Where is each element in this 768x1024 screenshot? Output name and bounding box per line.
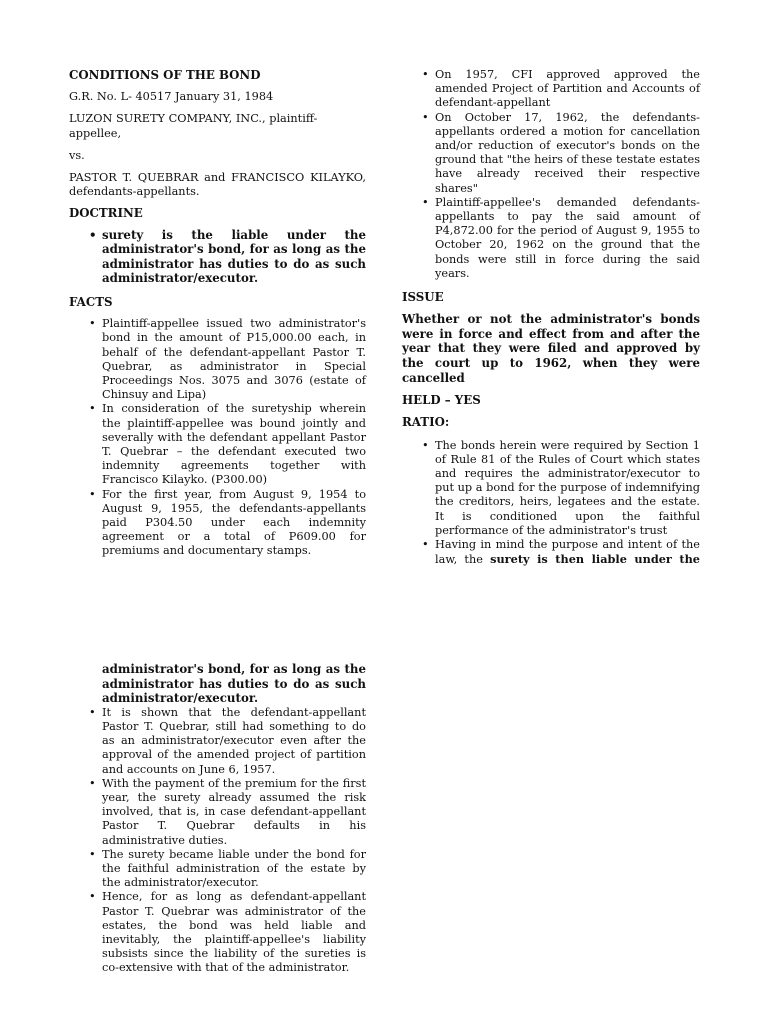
ratio-list	[420, 439, 700, 568]
fact-item: • For the first year, from August 9, 1954 to August 9, 1955, the defendants-appellants paid P304.50 under each indemnity agreement or a total of P609.00 for premiums and documentary stamps.	[87, 488, 366, 559]
issue-text: Whether or not the administrator's bonds were in force and effect from and after the year that they were filed and approved by the court up to 1962, when they were cancelled	[402, 312, 700, 385]
defendants-line: PASTOR T. QUEBRAR and FRANCISCO KILAYKO, defendants-appellants.	[69, 171, 366, 199]
ratio-item: • It is shown that the defendant-appellant Pastor T. Quebrar, still had something to do as an administrator/executor even after the approval of the amended project of partition and accounts on June 6, 1957.	[87, 706, 366, 777]
held-heading: HELD – YES	[402, 393, 481, 408]
ratio-continuation: administrator's bond, for as long as the administrator has duties to do as such administrator/executor.	[102, 662, 366, 706]
doctrine-item: • surety is the liable under the administrator's bond, for as long as the administrator has duties to do as such administrator/executor.	[87, 228, 366, 286]
ratio-item: • With the payment of the premium for the first year, the surety already assumed the risk involved, that is, in case defendant-appellant Pastor T. Quebrar defaults in his administrative duties.	[87, 777, 366, 848]
fact-item: • Plaintiff-appellee's demanded defendants-appellants to pay the said amount of P4,872.00 for the period of August 9, 1955 to October 20, 1962 on the ground that the bonds were still in force during the said years.	[420, 196, 700, 281]
ratio-item: • The bonds herein were required by Section 1 of Rule 81 of the Rules of Court which states and requires the administrator/executor to put up a bond for the purpose of indemnifying the creditors, heirs, legatees and the estate. It is conditioned upon the faithful performance of the administrator's trust	[420, 439, 700, 538]
case-number: G.R. No. L- 40517 January 31, 1984	[69, 90, 274, 104]
continuation-column	[87, 662, 366, 976]
ratio-lead-text: Having in mind the purpose and intent of the law, the	[435, 538, 700, 567]
ratio-item: • Hence, for as long as defendant-appellant Pastor T. Quebrar was administrator of the estates, the bond was held liable and inevitably, the plaintiff-appellee's liability subsists since the liability of the sureties is co-extensive with that of the administrator.	[87, 890, 366, 975]
fact-item: • Plaintiff-appellee issued two administrator's bond in the amount of P15,000.00 each, in behalf of the defendant-appellant Pastor T. Quebrar, as administrator in Special Proceedings Nos. 3075 and 3076 (estate of Chinsuy and Lipa)	[87, 317, 366, 402]
doctrine-heading: DOCTRINE	[69, 206, 143, 221]
document-title: CONDITIONS OF THE BOND	[69, 68, 261, 82]
plaintiff-line: LUZON SURETY COMPANY, INC., plaintiff-appellee,	[69, 112, 318, 140]
ratio-heading: RATIO:	[402, 415, 450, 430]
fact-item: • In consideration of the suretyship wherein the plaintiff-appellee was bound jointly and severally with the defendant appellant Pastor T. Quebrar – the defendant executed two indemnity agreements together with Francisco Kilayko. (P300.00)	[87, 402, 366, 487]
ratio-item: • The surety became liable under the bond for the faithful administration of the estate by the administrator/executor.	[87, 848, 366, 891]
facts-continued-list	[420, 68, 700, 281]
fact-item: • On 1957, CFI approved approved the amended Project of Partition and Accounts of defendant-appellant	[420, 68, 700, 111]
ratio-item	[420, 538, 700, 567]
right-column	[402, 68, 700, 567]
ratio-continued-list	[87, 706, 366, 976]
ratio-bold-text: surety is then liable under the	[490, 552, 700, 567]
facts-heading: FACTS	[69, 295, 113, 309]
fact-item: • On October 17, 1962, the defendants-appellants ordered a motion for cancellation and/or reduction of executor's bonds on the ground that "the heirs of these testate estates have already received their respective shares"	[420, 111, 700, 196]
versus-line: vs.	[69, 148, 85, 162]
issue-heading: ISSUE	[402, 290, 444, 305]
left-column	[69, 68, 366, 559]
doctrine-list	[87, 228, 366, 286]
facts-list	[87, 317, 366, 558]
